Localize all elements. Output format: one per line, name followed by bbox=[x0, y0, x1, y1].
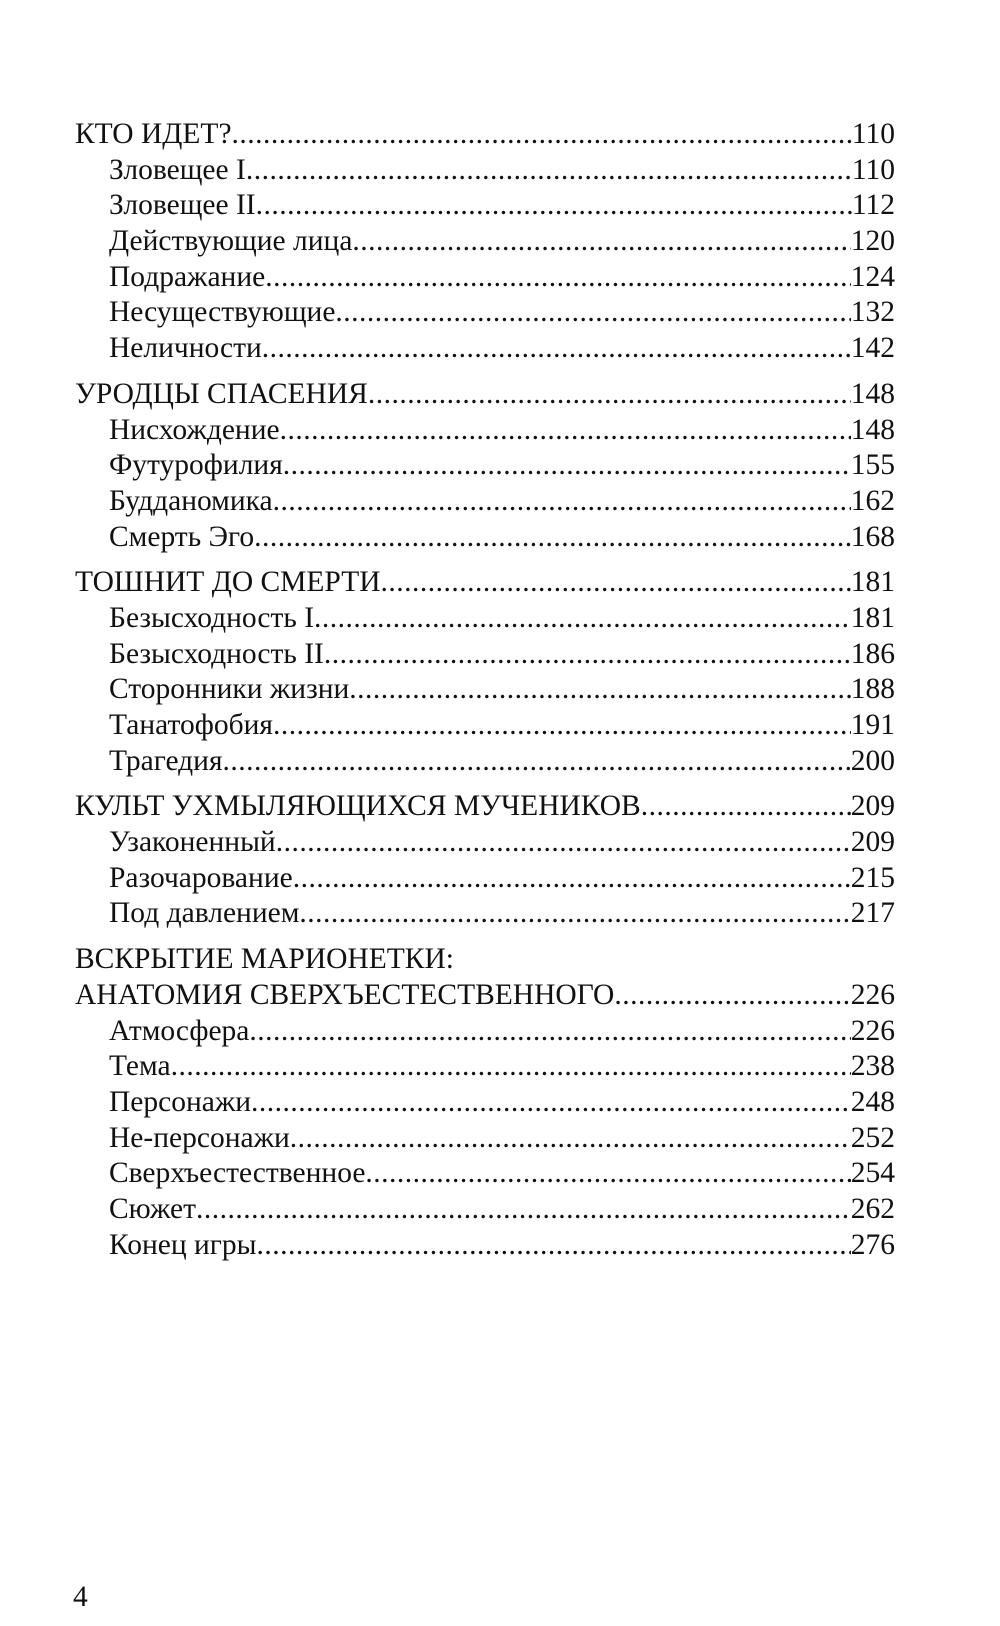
toc-entry bbox=[75, 672, 895, 708]
table-of-contents bbox=[75, 117, 895, 1263]
toc-section-title: АНАТОМИЯ СВЕРХЪЕСТЕСТВЕННОГО bbox=[75, 978, 615, 1011]
toc-section bbox=[75, 789, 895, 932]
toc-entry bbox=[75, 896, 895, 932]
toc-entry bbox=[75, 637, 895, 673]
toc-entry bbox=[75, 448, 895, 484]
toc-entry-label: Сюжет bbox=[109, 1192, 196, 1225]
toc-entry-label: Танатофобия bbox=[109, 709, 273, 741]
toc-page-number: 148 bbox=[850, 377, 895, 410]
toc-entry-label: Тема bbox=[109, 1050, 171, 1083]
toc-page-number: 226 bbox=[850, 1014, 895, 1047]
dot-leader bbox=[614, 978, 850, 1014]
dot-leader bbox=[249, 1014, 850, 1050]
dot-leader bbox=[254, 520, 851, 556]
toc-entry-label: Футурофилия bbox=[109, 449, 283, 482]
toc-entry bbox=[75, 520, 895, 556]
toc-section bbox=[75, 377, 895, 555]
toc-entry-label: Неличности bbox=[109, 332, 262, 365]
toc-entry-label: Подражание bbox=[109, 260, 266, 293]
dot-leader bbox=[262, 331, 851, 367]
dot-leader bbox=[365, 1156, 850, 1192]
toc-entry bbox=[75, 861, 895, 897]
toc-section-heading bbox=[75, 117, 895, 153]
toc-entry-label: Трагедия bbox=[109, 744, 223, 777]
toc-entry bbox=[75, 1014, 895, 1050]
toc-entry bbox=[75, 260, 895, 296]
dot-leader bbox=[223, 744, 851, 780]
dot-leader bbox=[641, 789, 851, 825]
toc-entry-label: Сверхъестественное bbox=[109, 1157, 366, 1190]
toc-section-title: ВСКРЫТИЕ МАРИОНЕТКИ: bbox=[75, 943, 454, 976]
toc-page-number: 181 bbox=[850, 566, 895, 599]
toc-entry bbox=[75, 1192, 895, 1228]
toc-entry bbox=[75, 484, 895, 520]
toc-page-number: 276 bbox=[850, 1228, 895, 1261]
toc-page-number: 252 bbox=[850, 1121, 895, 1154]
toc-page-number: 238 bbox=[850, 1050, 895, 1083]
toc-page-number: 217 bbox=[850, 897, 895, 930]
toc-entry bbox=[75, 708, 895, 744]
toc-entry-label: Смерть Эго bbox=[109, 520, 255, 553]
toc-page-number: 132 bbox=[850, 296, 895, 329]
toc-entry-label: Будданомика bbox=[109, 484, 273, 517]
dot-leader bbox=[352, 224, 850, 260]
page-number-footer: 4 bbox=[73, 1581, 88, 1613]
toc-page-number: 110 bbox=[851, 153, 895, 186]
toc-page-number: 168 bbox=[850, 520, 895, 553]
dot-leader bbox=[276, 825, 851, 861]
toc-section-heading bbox=[75, 377, 895, 413]
toc-entry bbox=[75, 224, 895, 260]
toc-entry-label: Нисхождение bbox=[109, 413, 280, 446]
dot-leader bbox=[273, 708, 851, 744]
toc-page-number: 226 bbox=[850, 978, 895, 1011]
toc-page-number: 248 bbox=[850, 1085, 895, 1118]
toc-page-number: 110 bbox=[851, 118, 895, 150]
toc-entry-label: Персонажи bbox=[109, 1085, 252, 1118]
toc-section-heading bbox=[75, 978, 895, 1014]
dot-leader bbox=[381, 565, 851, 601]
toc-page-number: 120 bbox=[850, 225, 895, 258]
toc-entry bbox=[75, 1156, 895, 1192]
dot-leader bbox=[171, 1049, 851, 1085]
dot-leader bbox=[349, 672, 850, 708]
dot-leader bbox=[280, 413, 851, 449]
toc-page-number: 124 bbox=[850, 260, 895, 293]
dot-leader bbox=[265, 260, 851, 296]
toc-entry-label: Действующие лица bbox=[109, 225, 353, 258]
toc-entry-label: Зловещее II bbox=[109, 189, 256, 222]
toc-entry bbox=[75, 601, 895, 637]
toc-entry-label: Под давлением bbox=[109, 897, 300, 930]
dot-leader bbox=[290, 1121, 851, 1157]
toc-section-heading bbox=[75, 565, 895, 601]
dot-leader bbox=[335, 295, 850, 331]
dot-leader bbox=[314, 601, 851, 637]
toc-entry-label: Зловещее I bbox=[109, 153, 246, 186]
toc-page-number: 155 bbox=[850, 449, 895, 482]
toc-section bbox=[75, 117, 895, 367]
toc-entry bbox=[75, 1085, 895, 1121]
toc-page-number: 209 bbox=[850, 790, 895, 823]
dot-leader bbox=[273, 484, 851, 520]
toc-page-number: 162 bbox=[850, 484, 895, 517]
dot-leader bbox=[232, 117, 852, 153]
dot-leader bbox=[256, 1228, 850, 1264]
toc-entry bbox=[75, 744, 895, 780]
toc-entry-label: Узаконенный bbox=[109, 826, 276, 859]
toc-entry-label: Атмосфера bbox=[109, 1014, 250, 1047]
dot-leader bbox=[196, 1192, 851, 1228]
toc-entry bbox=[75, 1121, 895, 1157]
dot-leader bbox=[299, 896, 850, 932]
toc-entry-label: Несуществующие bbox=[109, 296, 336, 329]
toc-entry bbox=[75, 413, 895, 449]
toc-page-number: 262 bbox=[850, 1192, 895, 1225]
toc-page-number: 191 bbox=[850, 709, 895, 741]
toc-section-title: КТО ИДЕТ? bbox=[75, 118, 232, 150]
dot-leader bbox=[256, 188, 852, 224]
toc-section-title: ТОШНИТ ДО СМЕРТИ bbox=[75, 566, 381, 599]
toc-page-number: 188 bbox=[850, 673, 895, 706]
toc-entry bbox=[75, 1228, 895, 1264]
toc-page-number: 186 bbox=[850, 637, 895, 670]
toc-entry bbox=[75, 153, 895, 189]
toc-entry bbox=[75, 188, 895, 224]
toc-entry-label: Разочарование bbox=[109, 861, 293, 894]
dot-leader bbox=[324, 637, 851, 673]
toc-page-number: 254 bbox=[850, 1157, 895, 1190]
toc-page-number: 200 bbox=[850, 744, 895, 777]
dot-leader bbox=[251, 1085, 851, 1121]
toc-entry-label: Конец игры bbox=[109, 1228, 257, 1261]
toc-page-number: 112 bbox=[851, 189, 895, 222]
toc-section bbox=[75, 942, 895, 1263]
toc-entry bbox=[75, 1049, 895, 1085]
toc-section bbox=[75, 565, 895, 779]
toc-page-number: 209 bbox=[850, 826, 895, 859]
toc-page-number: 181 bbox=[850, 601, 895, 634]
toc-entry bbox=[75, 295, 895, 331]
toc-section-heading bbox=[75, 789, 895, 825]
dot-leader bbox=[368, 377, 851, 413]
toc-entry-label: Безысходность I bbox=[109, 601, 315, 634]
dot-leader bbox=[283, 448, 851, 484]
toc-entry-label: Безысходность II bbox=[109, 637, 324, 670]
dot-leader bbox=[293, 861, 851, 897]
toc-entry-label: Сторонники жизни bbox=[109, 673, 350, 706]
toc-entry bbox=[75, 331, 895, 367]
toc-page-number: 142 bbox=[850, 332, 895, 365]
toc-page-number: 148 bbox=[850, 413, 895, 446]
toc-section-title: КУЛЬТ УХМЫЛЯЮЩИХСЯ МУЧЕНИКОВ bbox=[75, 790, 641, 823]
toc-entry bbox=[75, 825, 895, 861]
toc-page-number: 215 bbox=[850, 861, 895, 894]
toc-section-title: УРОДЦЫ СПАСЕНИЯ bbox=[75, 377, 368, 410]
toc-section-heading-line bbox=[75, 942, 895, 978]
toc-entry-label: Не-персонажи bbox=[109, 1121, 290, 1154]
dot-leader bbox=[246, 153, 852, 189]
